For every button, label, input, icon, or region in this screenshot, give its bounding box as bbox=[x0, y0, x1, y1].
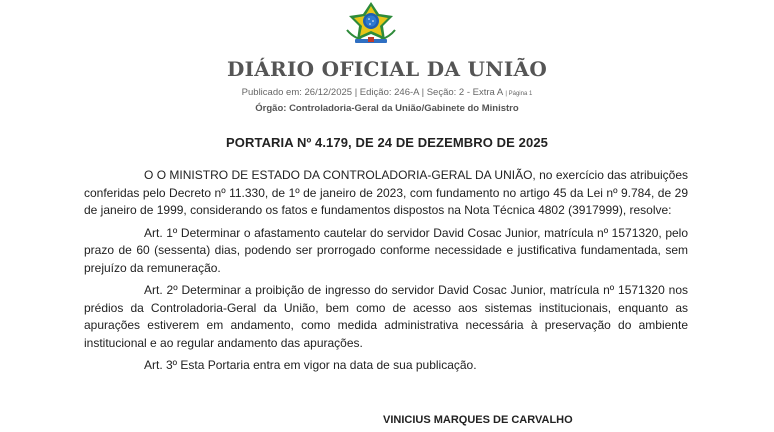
article-2: Art. 2º Determinar a proibição de ingresso do servidor David Cosac Junior, matrícula nº 1571320 nos prédios da Controladoria-Geral da União, bem como de acesso aos sistemas institucionais, enquanto as apurações estiverem em andamento, como medida administrativa necessária à preservação do ambiente institucional e ao regular andamento das apurações. bbox=[84, 283, 688, 350]
brazil-coat-of-arms-icon bbox=[341, 0, 401, 46]
publication-info bbox=[0, 87, 774, 98]
article-1: Art. 1º Determinar o afastamento cautelar do servidor David Cosac Junior, matrícula nº 1571320, pelo prazo de 60 (sessenta) dias, podendo ser prorrogado conforme necessidade e justificativa fundamentada, sem prejuízo da remuneração. bbox=[84, 225, 688, 275]
preamble-paragraph: O O MINISTRO DE ESTADO DA CONTROLADORIA-GERAL DA UNIÃO, no exercício das atribuições conferidas pelo Decreto nº 11.330, de 1º de janeiro de 2023, com fundamento no artigo 45 da Lei nº 9.784, de 29 de janeiro de 1999, considerando os fatos e fundamentos dispostos na Nota Técnica 4802 (3917999), resolve: bbox=[84, 168, 688, 217]
article-3: Art. 3º Esta Portaria entra em vigor na data de sua publicação. bbox=[144, 358, 477, 372]
signatory-name: VINICIUS MARQUES DE CARVALHO bbox=[383, 414, 573, 426]
masthead-title: DIÁRIO OFICIAL DA UNIÃO bbox=[226, 57, 548, 81]
document-title: PORTARIA Nº 4.179, DE 24 DE DEZEMBRO DE 2025 bbox=[226, 135, 548, 150]
page-number: | Página 1 bbox=[505, 91, 533, 97]
document-body bbox=[84, 167, 688, 380]
publication-details: Publicado em: 26/12/2025 | Edição: 246-A | Seção: 2 - Extra A bbox=[241, 87, 503, 98]
orgao-label: Órgão: Controladoria-Geral da União/Gabinete do Ministro bbox=[255, 103, 519, 114]
